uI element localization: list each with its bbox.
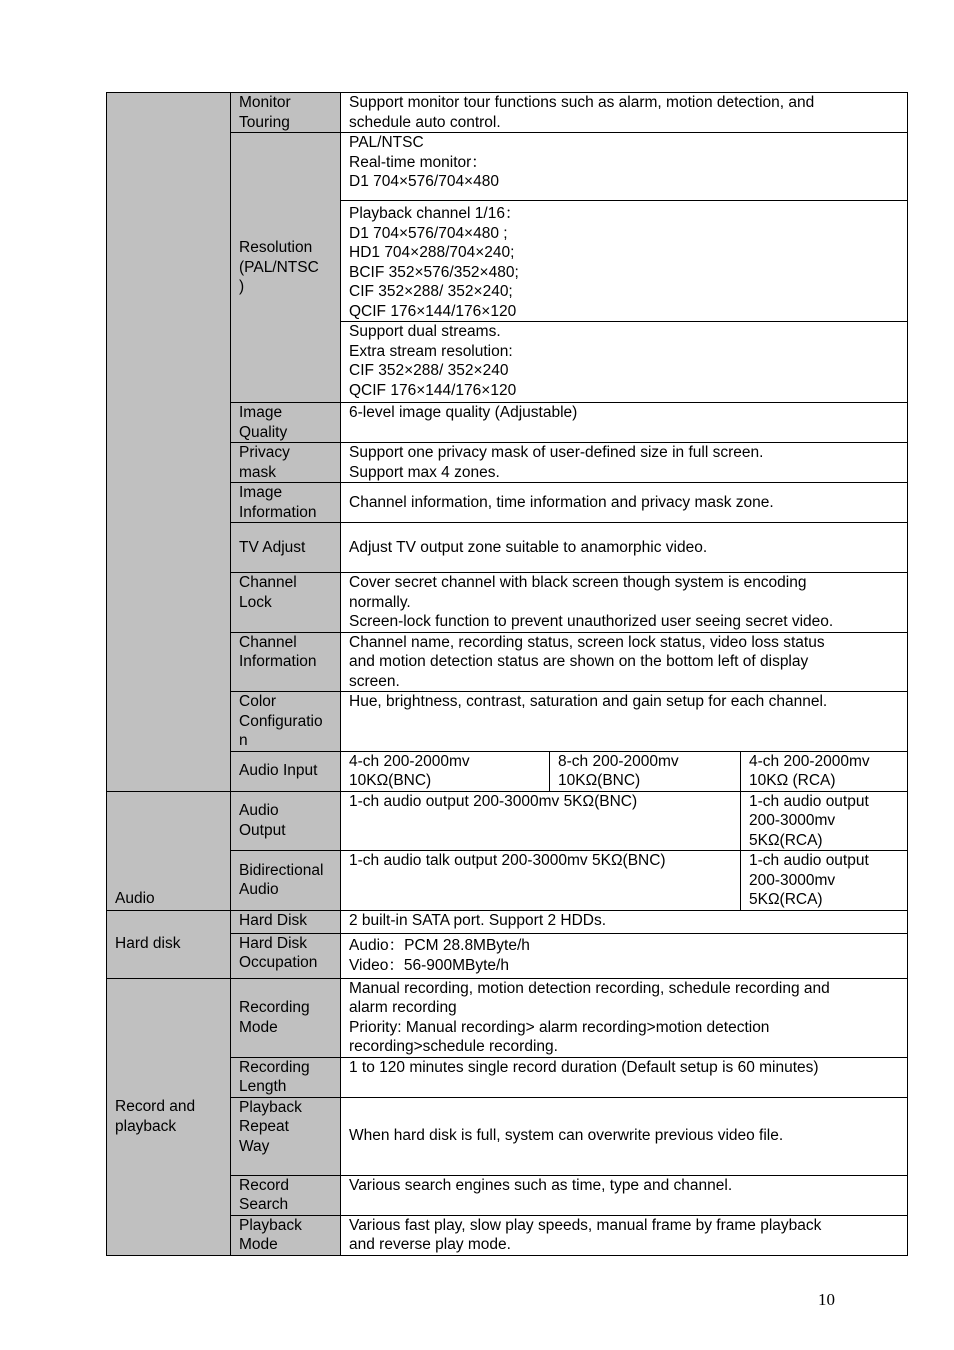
value-image-information bbox=[341, 483, 908, 523]
text-line: QCIF 176×144/176×120 bbox=[349, 381, 517, 399]
text-line: CIF 352×288/ 352×240; bbox=[349, 283, 513, 300]
value-resolution-playback bbox=[341, 201, 908, 322]
text-line: Support monitor tour functions such as alarm, motion detection, and bbox=[349, 94, 815, 111]
label-playback-mode bbox=[231, 1215, 341, 1255]
label-bidirectional-audio bbox=[231, 851, 341, 911]
text-line: Real-time monitor： bbox=[349, 153, 487, 171]
text-line: 5KΩ(RCA) bbox=[749, 831, 823, 849]
value-color-configuration bbox=[341, 692, 908, 752]
text-line: playback bbox=[115, 1117, 177, 1135]
value-audio-output-bnc bbox=[341, 791, 741, 851]
text-line: Hard Disk bbox=[239, 934, 308, 952]
text-line: 1-ch audio talk output 200-3000mv 5KΩ(BNC) bbox=[349, 852, 666, 869]
text-line: 2 built-in SATA port. Support 2 HDDs. bbox=[349, 911, 607, 929]
row-hard-disk bbox=[107, 910, 908, 933]
value-tv-adjust bbox=[341, 523, 908, 573]
label-monitor-touring bbox=[231, 93, 341, 133]
label-audio-input bbox=[231, 751, 341, 791]
text-line: and motion detection status are shown on the bottom left of display bbox=[349, 653, 809, 670]
text-line: Support dual streams. bbox=[349, 323, 501, 340]
text-line: 5KΩ(RCA) bbox=[749, 891, 823, 908]
label-channel-lock bbox=[231, 573, 341, 633]
text-line: Mode bbox=[239, 1236, 278, 1253]
row-recording-mode bbox=[107, 978, 908, 1057]
text-line: Privacy bbox=[239, 444, 290, 461]
row-monitor-touring bbox=[107, 93, 908, 133]
text-line: Hard disk bbox=[115, 935, 181, 953]
text-line: n bbox=[239, 732, 248, 749]
text-line: Audio Input bbox=[239, 762, 318, 780]
value-playback-repeat-way bbox=[341, 1097, 908, 1175]
text-line: 200-3000mv bbox=[749, 812, 836, 829]
label-hard-disk bbox=[231, 910, 341, 933]
text-line: 10KΩ(BNC) bbox=[349, 772, 432, 789]
group-cell-audio bbox=[107, 791, 231, 910]
value-playback-mode bbox=[341, 1215, 908, 1255]
label-playback-repeat-way bbox=[231, 1097, 341, 1175]
text-line: When hard disk is full, system can overwrite previous video file. bbox=[349, 1127, 784, 1145]
text-line: 8-ch 200-2000mv bbox=[558, 752, 679, 770]
text-line: Resolution bbox=[239, 239, 313, 257]
value-image-quality bbox=[341, 403, 908, 443]
value-recording-mode bbox=[341, 978, 908, 1057]
text-line: Adjust TV output zone suitable to anamorphic video. bbox=[349, 538, 708, 556]
text-line: 4-ch 200-2000mv bbox=[749, 752, 870, 770]
text-line: Hard Disk bbox=[239, 911, 308, 929]
text-line: D1 704×576/704×480 ; bbox=[349, 224, 508, 242]
value-monitor-touring bbox=[341, 93, 908, 133]
text-line: and reverse play mode. bbox=[349, 1236, 511, 1253]
value-hard-disk-occupation bbox=[341, 933, 908, 978]
label-recording-length bbox=[231, 1057, 341, 1097]
group-cell-hard-disk bbox=[107, 910, 231, 978]
value-channel-lock bbox=[341, 573, 908, 633]
text-line: Audio bbox=[239, 881, 279, 899]
text-line: Extra stream resolution: bbox=[349, 342, 513, 360]
text-line: 1-ch audio output 200-3000mv 5KΩ(BNC) bbox=[349, 792, 638, 810]
text-line: HD1 704×288/704×240; bbox=[349, 244, 515, 261]
text-line: Repeat bbox=[239, 1118, 289, 1135]
value-bidirectional-audio-rca bbox=[741, 851, 908, 911]
text-line: Audio bbox=[115, 890, 155, 907]
text-line: Color bbox=[239, 693, 277, 710]
text-line: Channel name, recording status, screen lock status, video loss status bbox=[349, 633, 825, 651]
text-line: 4-ch 200-2000mv bbox=[349, 752, 470, 770]
text-line: Priority: Manual recording> alarm recording>motion detection bbox=[349, 1018, 770, 1036]
value-channel-information bbox=[341, 632, 908, 692]
text-line: Channel bbox=[239, 633, 297, 651]
label-audio-output bbox=[231, 791, 341, 851]
value-bidirectional-audio-bnc bbox=[341, 851, 741, 911]
text-line: TV Adjust bbox=[239, 538, 306, 556]
label-hard-disk-occupation bbox=[231, 933, 341, 978]
text-line: Support one privacy mask of user-defined size in full screen. bbox=[349, 444, 764, 461]
text-line: Audio：PCM 28.8MByte/h bbox=[349, 937, 530, 954]
label-recording-mode bbox=[231, 978, 341, 1057]
label-image-information bbox=[231, 483, 341, 523]
text-line: Length bbox=[239, 1078, 287, 1095]
text-line: Recording bbox=[239, 1058, 310, 1076]
label-color-configuration bbox=[231, 692, 341, 752]
text-line: Playback bbox=[239, 1216, 302, 1234]
text-line: Output bbox=[239, 821, 286, 839]
text-line: 10KΩ (RCA) bbox=[749, 772, 836, 789]
text-line: 1 to 120 minutes single record duration (Default setup is 60 minutes) bbox=[349, 1058, 819, 1076]
group-cell-video bbox=[107, 93, 231, 792]
label-privacy-mask bbox=[231, 443, 341, 483]
text-line: Various search engines such as time, type and channel. bbox=[349, 1176, 733, 1194]
text-line: Mode bbox=[239, 1018, 278, 1036]
text-line: D1 704×576/704×480 bbox=[349, 173, 499, 190]
value-audio-input-4ch-rca bbox=[741, 751, 908, 791]
label-record-search bbox=[231, 1175, 341, 1215]
value-audio-input-4ch-bnc bbox=[341, 751, 550, 791]
text-line: Screen-lock function to prevent unauthorized user seeing secret video. bbox=[349, 613, 834, 630]
label-resolution bbox=[231, 133, 341, 403]
text-line: QCIF 176×144/176×120 bbox=[349, 302, 517, 320]
text-line: schedule auto control. bbox=[349, 113, 501, 131]
label-tv-adjust bbox=[231, 523, 341, 573]
text-line: Hue, brightness, contrast, saturation and gain setup for each channel. bbox=[349, 693, 828, 710]
page-number: 10 bbox=[818, 1290, 835, 1309]
text-line: Bidirectional bbox=[239, 861, 324, 879]
text-line: CIF 352×288/ 352×240 bbox=[349, 362, 509, 379]
text-line: Record bbox=[239, 1176, 289, 1194]
text-line: ) bbox=[239, 278, 245, 296]
text-line: Video：56-900MByte/h bbox=[349, 956, 509, 974]
row-audio-output bbox=[107, 791, 908, 851]
value-audio-output-rca bbox=[741, 791, 908, 851]
text-line: Information bbox=[239, 653, 317, 670]
text-line: Playback channel 1/16： bbox=[349, 205, 521, 222]
text-line: Various fast play, slow play speeds, manual frame by frame playback bbox=[349, 1216, 822, 1234]
text-line: Image bbox=[239, 484, 283, 501]
text-line: Lock bbox=[239, 593, 272, 611]
text-line: mask bbox=[239, 463, 277, 481]
text-line: Quality bbox=[239, 423, 288, 441]
text-line: screen. bbox=[349, 672, 400, 690]
text-line: BCIF 352×576/352×480; bbox=[349, 263, 519, 281]
text-line: Cover secret channel with black screen though system is encoding bbox=[349, 574, 807, 591]
text-line: 6-level image quality (Adjustable) bbox=[349, 404, 578, 421]
text-line: Image bbox=[239, 404, 283, 421]
value-audio-input-8ch-bnc bbox=[550, 751, 741, 791]
text-line: Playback bbox=[239, 1098, 302, 1116]
text-line: Occupation bbox=[239, 954, 318, 971]
text-line: 1-ch audio output bbox=[749, 852, 869, 869]
value-privacy-mask bbox=[341, 443, 908, 483]
text-line: Audio bbox=[239, 802, 279, 820]
text-line: Configuratio bbox=[239, 712, 323, 730]
label-channel-information bbox=[231, 632, 341, 692]
text-line: 1-ch audio output bbox=[749, 792, 869, 810]
text-line: Monitor bbox=[239, 94, 291, 111]
spec-table bbox=[106, 92, 908, 1256]
value-recording-length bbox=[341, 1057, 908, 1097]
label-image-quality bbox=[231, 403, 341, 443]
text-line: Manual recording, motion detection recording, schedule recording and bbox=[349, 979, 830, 997]
text-line: (PAL/NTSC bbox=[239, 258, 319, 276]
value-record-search bbox=[341, 1175, 908, 1215]
text-line: alarm recording bbox=[349, 999, 457, 1016]
value-hard-disk bbox=[341, 910, 908, 933]
text-line: 10KΩ(BNC) bbox=[558, 772, 641, 789]
text-line: Record and bbox=[115, 1098, 196, 1115]
text-line: Search bbox=[239, 1196, 289, 1213]
text-line: Channel information, time information and privacy mask zone. bbox=[349, 493, 774, 511]
value-resolution-realtime bbox=[341, 133, 908, 201]
group-cell-record-playback bbox=[107, 978, 231, 1255]
text-line: Touring bbox=[239, 113, 290, 131]
text-line: normally. bbox=[349, 593, 411, 611]
text-line: Recording bbox=[239, 999, 310, 1016]
text-line: Way bbox=[239, 1137, 270, 1155]
text-line: Information bbox=[239, 503, 317, 521]
text-line: recording>schedule recording. bbox=[349, 1038, 558, 1055]
text-line: PAL/NTSC bbox=[349, 134, 424, 151]
value-resolution-dual bbox=[341, 322, 908, 403]
text-line: Support max 4 zones. bbox=[349, 463, 500, 481]
text-line: Channel bbox=[239, 574, 297, 591]
text-line: 200-3000mv bbox=[749, 871, 836, 889]
